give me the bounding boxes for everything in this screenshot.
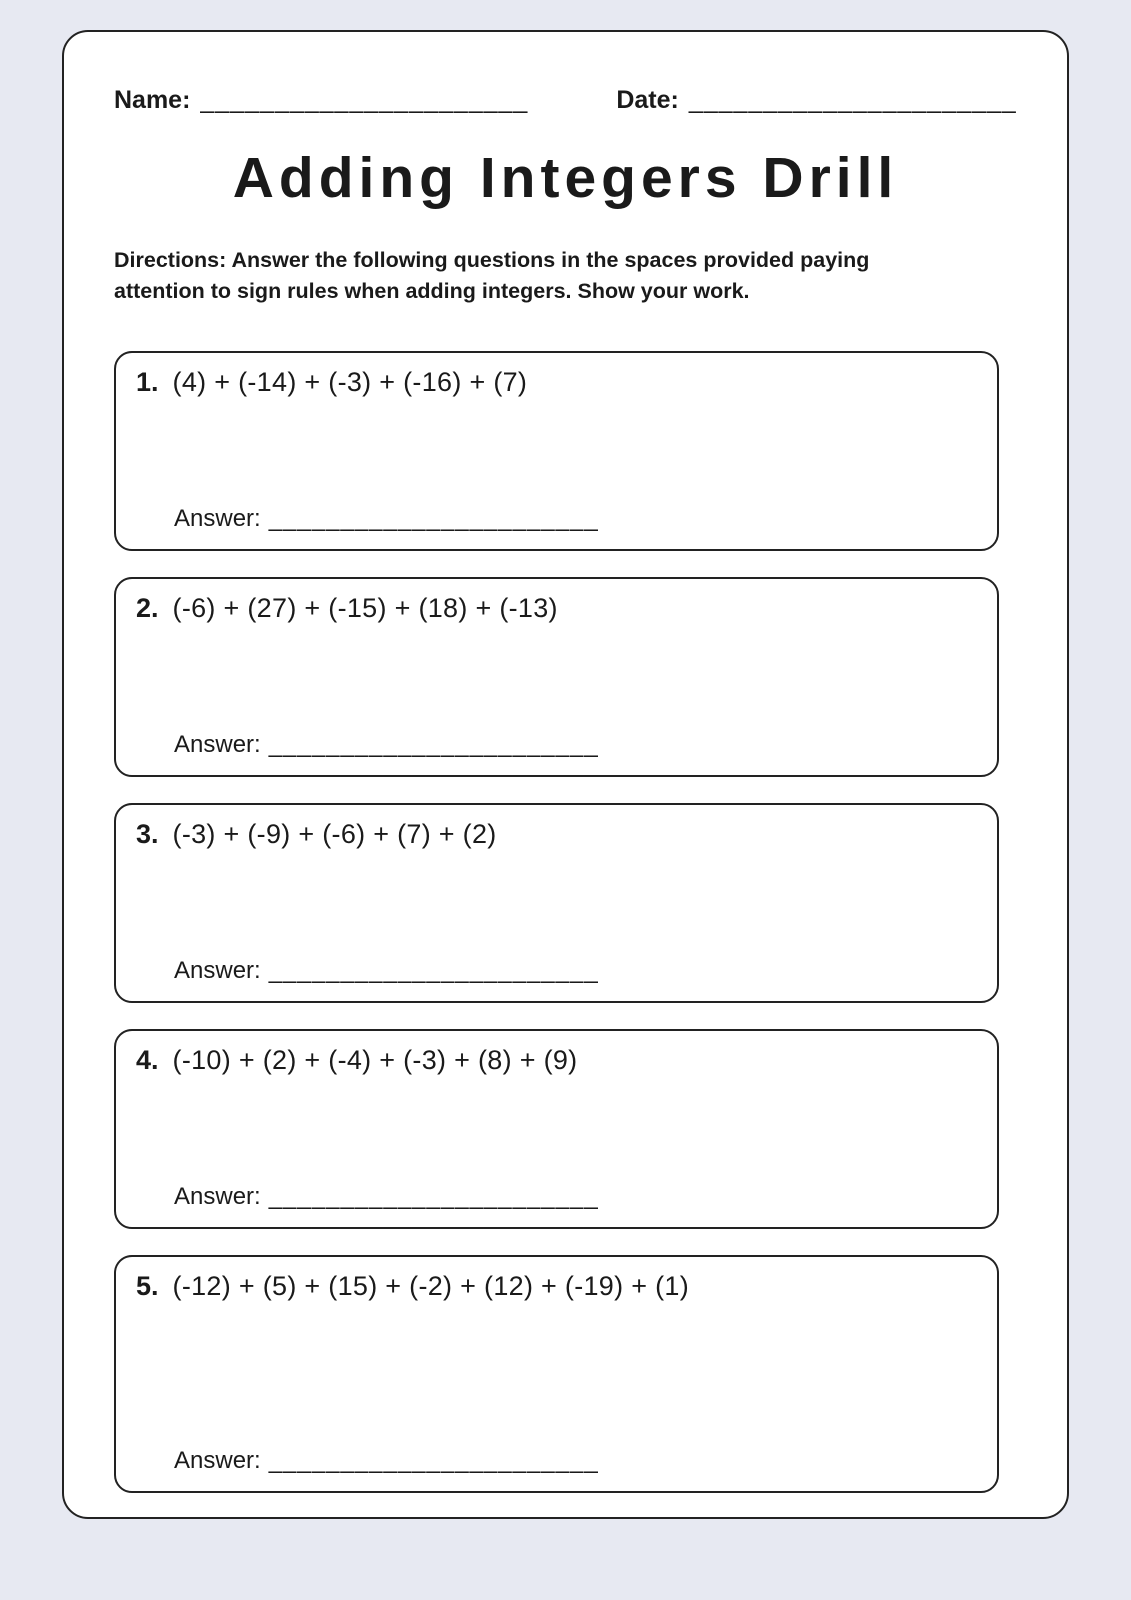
name-field xyxy=(114,86,528,115)
question-box-3 xyxy=(114,803,999,1003)
answer-blank-line: _______________________ xyxy=(268,505,599,533)
question-number: 4. xyxy=(136,1045,159,1076)
directions-text xyxy=(114,245,1017,307)
answer-blank-line: _______________________ xyxy=(268,1447,599,1475)
name-label: Name: xyxy=(114,86,191,114)
question-box-4 xyxy=(114,1029,999,1229)
question-number: 2. xyxy=(136,593,159,624)
question-box-2 xyxy=(114,577,999,777)
answer-row xyxy=(174,957,599,985)
date-field xyxy=(616,86,1016,115)
header-row xyxy=(114,86,1017,115)
question-expression: (-12) + (5) + (15) + (-2) + (12) + (-19) + (1) xyxy=(172,1271,689,1302)
name-blank-line: ______________________ xyxy=(200,86,529,114)
answer-label: Answer: xyxy=(174,1183,261,1211)
directions-line-2: attention to sign rules when adding integers. Show your work. xyxy=(114,279,750,304)
answer-row xyxy=(174,1183,599,1211)
question-line xyxy=(136,367,977,398)
answer-row xyxy=(174,1447,599,1475)
answer-row xyxy=(174,731,599,759)
page-title: Adding Integers Drill xyxy=(232,146,899,210)
question-line xyxy=(136,1045,977,1076)
question-expression: (4) + (-14) + (-3) + (-16) + (7) xyxy=(172,367,528,398)
question-line xyxy=(136,593,977,624)
question-line xyxy=(136,1271,977,1302)
question-list xyxy=(114,351,1017,1493)
question-expression: (-10) + (2) + (-4) + (-3) + (8) + (9) xyxy=(172,1045,578,1076)
worksheet-card xyxy=(62,30,1069,1519)
answer-row xyxy=(174,505,599,533)
question-box-5 xyxy=(114,1255,999,1493)
answer-label: Answer: xyxy=(174,1447,261,1475)
answer-blank-line: _______________________ xyxy=(268,957,599,985)
question-line xyxy=(136,819,977,850)
question-number: 3. xyxy=(136,819,159,850)
question-number: 1. xyxy=(136,367,159,398)
date-label: Date: xyxy=(616,86,679,114)
answer-label: Answer: xyxy=(174,505,261,533)
answer-label: Answer: xyxy=(174,957,261,985)
date-blank-line: ______________________ xyxy=(688,86,1017,114)
question-box-1 xyxy=(114,351,999,551)
question-expression: (-6) + (27) + (-15) + (18) + (-13) xyxy=(172,593,558,624)
directions-line-1: Directions: Answer the following questions in the spaces provided paying xyxy=(114,248,870,272)
answer-blank-line: _______________________ xyxy=(268,1183,599,1211)
question-expression: (-3) + (-9) + (-6) + (7) + (2) xyxy=(172,819,497,850)
answer-blank-line: _______________________ xyxy=(268,731,599,759)
question-number: 5. xyxy=(136,1271,159,1302)
answer-label: Answer: xyxy=(174,731,261,759)
